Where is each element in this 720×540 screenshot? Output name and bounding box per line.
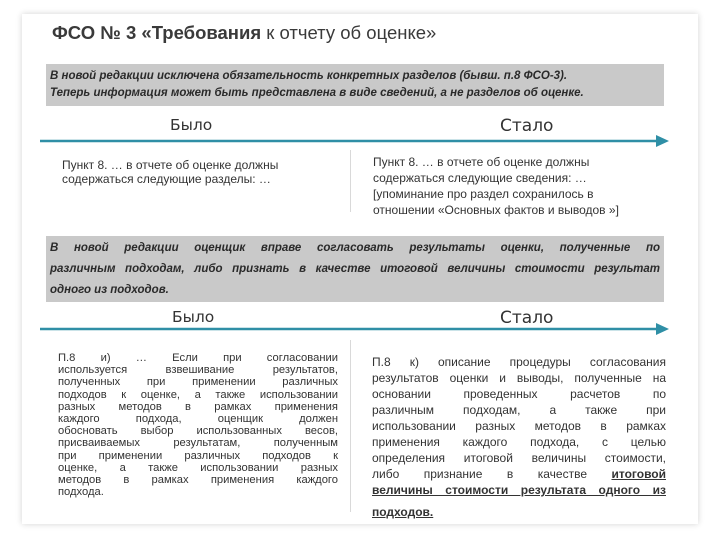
now-line: П.8 к) описание процедуры согласования <box>372 355 666 369</box>
was-text-1-line2: содержаться следующие разделы: … <box>62 172 271 186</box>
now-line: различным подходам, а также при <box>372 403 666 417</box>
now-line8-bold: итоговой <box>611 467 666 481</box>
now-line-9: величины стоимости результата одного из <box>372 483 666 497</box>
was-line: при применении различных подходов к <box>58 449 338 462</box>
now-text-1-line1: Пункт 8. … в отчете об оценке должны <box>373 155 590 169</box>
now-line: результатов оценки и выводы, полученные на <box>372 371 666 385</box>
now-line: применения каждого подхода, с целью <box>372 435 666 449</box>
now-line: использовании разных методов в рамках <box>372 419 666 433</box>
note2-line1: В новой редакции оценщик вправе согласовать результаты оценки, полученные по <box>50 242 660 254</box>
was-line: П.8 и) … Если при согласовании <box>58 352 338 364</box>
was-line: подходов к оценке, а также использовании <box>58 388 338 401</box>
was-line: оценке, а также использовании разных <box>58 461 338 474</box>
title-rest: к отчету об оценке» <box>261 22 437 43</box>
divider-2 <box>350 340 351 512</box>
now-line-8 <box>372 466 666 482</box>
note2-line3: одного из подходов. <box>50 284 169 296</box>
slide-title <box>52 22 672 44</box>
now-text-1-line2: содержаться следующие сведения: … <box>373 171 587 185</box>
was-line: разных методов в рамках применения <box>58 400 338 413</box>
was-line: подхода. <box>58 486 104 499</box>
now-line8-plain: либо признание в качестве <box>372 467 612 481</box>
now-line10-text: подходов. <box>372 505 434 519</box>
arrow-1 <box>40 134 670 148</box>
now-label-2: Стало <box>500 308 554 328</box>
was-line: обосновать выбор использованных весов, <box>58 425 338 438</box>
now-text-1-line4: отношении «Основных фактов и выводов »] <box>373 203 619 217</box>
now-line: определения итоговой величины стоимости, <box>372 451 666 465</box>
now-line: основании проведенных расчетов по <box>372 387 666 401</box>
note1-line1: В новой редакции исключена обязательность конкретных разделов (бывш. п.8 ФСО-3). <box>50 70 568 82</box>
title-bold-part: ФСО № 3 «Требования <box>52 22 262 43</box>
note2-line2: различным подходам, либо признать в качестве итоговой величины стоимости результат <box>50 263 660 275</box>
was-line: методов в рамках применения каждого <box>58 474 338 487</box>
was-text-1-line1: Пункт 8. … в отчете об оценке должны <box>62 158 279 172</box>
now-label-1: Стало <box>500 116 554 136</box>
was-label-2: Было <box>172 308 215 326</box>
now-text-1-line3: [упоминание про раздел сохранилось в <box>373 187 594 201</box>
was-line: используется взвешивание результатов, <box>58 364 338 377</box>
note-box-1 <box>46 64 664 106</box>
note-box-2 <box>46 236 664 302</box>
was-line: каждого подхода, оценщик должен <box>58 413 338 426</box>
arrow-2 <box>40 322 670 336</box>
now-text-2 <box>372 354 666 520</box>
now-text-1 <box>373 154 673 218</box>
now-line-10 <box>372 504 666 520</box>
divider-1 <box>350 150 351 212</box>
was-line: присваиваемых результатам, полученным <box>58 437 338 450</box>
was-label-1: Было <box>170 116 213 134</box>
was-line: полученных при применении различных <box>58 376 338 389</box>
note1-line2: Теперь информация может быть представлена в виде сведений, а не разделов об оценке. <box>50 87 584 99</box>
was-text-1 <box>62 158 342 186</box>
was-text-2 <box>58 352 338 498</box>
